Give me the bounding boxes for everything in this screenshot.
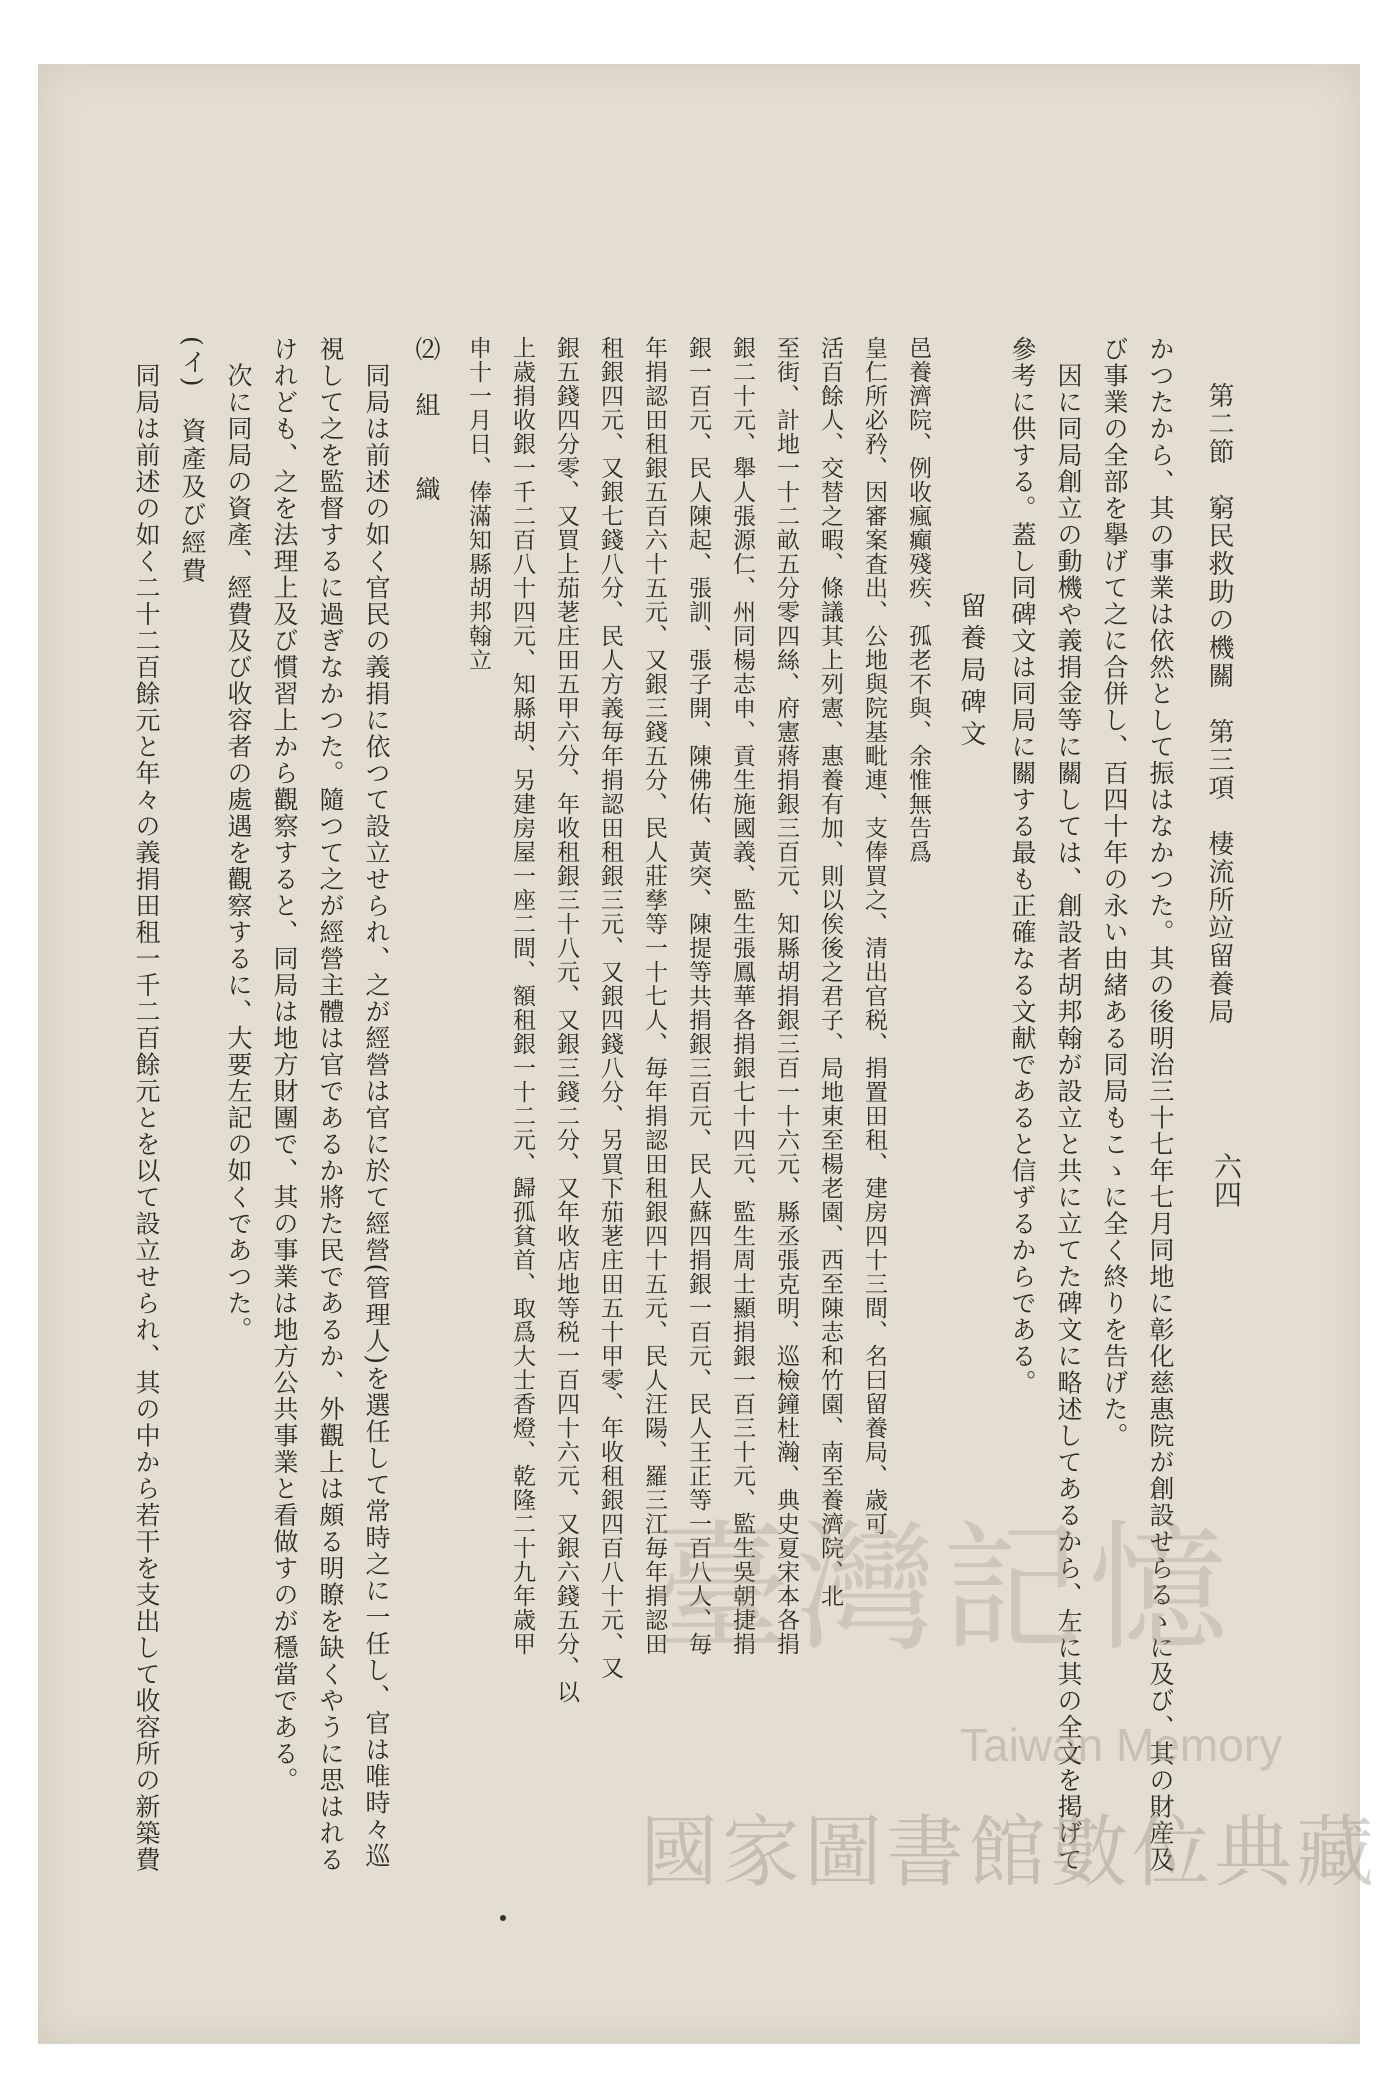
watermark-logo: 臺灣記憶 <box>650 1508 1235 1671</box>
text-column: 視して之を監督するに過ぎなかつた。隨つて之が經營主體は官であるか將た民であるか、外觀上は頗る明瞭を缺くやうに思はれる <box>316 336 345 1873</box>
text-column: 同局は前述の如く官民の義捐に依つて設立せられ、之が經營は官に於て經營(管理人)を選任して常時之に一任し、官は唯時々巡 <box>362 336 391 1870</box>
inscription-column: 至街、計地一十二畝五分零四絲、府憲蔣捐銀三百元、知縣胡捐銀三百一十六元、縣丞張克明、巡檢鐘杜瀚、典史夏宋本各捐 <box>773 336 799 1656</box>
text-column: けれども、之を法理上及び慣習上から觀察すると、同局は地方財團で、其の事業は地方公共事業と看做すのが穩當である。 <box>270 336 299 1794</box>
inscription-column: 銀五錢四分零、又買上茄荖庄田五甲六分、年收租銀三十八元、又銀三錢二分、又年收店地等税一百四十六元、又銀六錢五分、以 <box>553 336 579 1704</box>
watermark-library: 國家圖書館數位典藏 <box>640 1808 1379 1896</box>
inscription-column: 邑養濟院、例收瘋癲殘疾、孤老不與、余惟無告爲 <box>905 336 931 864</box>
section-heading: ⑵ 組 織 <box>412 336 441 504</box>
text-column: 同局は前述の如く二十二百餘元と年々の義捐田租一千二百餘元とを以て設立せられ、其の中から若干を支出して收容所の新築費 <box>132 336 161 1873</box>
watermark-english: Taiwan Memory <box>960 1719 1283 1771</box>
inscription-column: 銀一百元、民人陳起、張訓、張子開、陳佛佑、黃突、陳提等共捐銀三百元、民人蘇四捐銀一百元、民人王正等一百八人、毎 <box>685 336 711 1656</box>
inscription-column: 銀二十元、舉人張源仁、州同楊志申、貢生施國義、監生張鳳華各捐銀七十四元、監生周士顯捐銀一百三十元、監生吳朝捷捐 <box>729 336 755 1656</box>
text-column: び事業の全部を擧げて之に合併し、百四十年の永い由緒ある同局もこゝに全く終りを告げた。 <box>1100 336 1129 1449</box>
inscription-column: 上歳捐收銀一千二百八十四元、知縣胡、另建房屋一座二間、額租銀一十二元、歸孤貧首、取爲大士香燈、乾隆二十九年歳甲 <box>509 336 535 1656</box>
ink-spot <box>500 1915 506 1921</box>
inscription-column: 皇仁所必矜、因審案査出、公地與院基毗連、支俸買之、清出官税、捐置田租、建房四十三間、名曰留養局、歳可 <box>861 336 887 1536</box>
inscription-column: 活百餘人、交替之暇、條議其上列憲、惠養有加、則以俟後之君子、局地東至楊老園、西至陳志和竹園、南至養濟院、北 <box>817 336 843 1608</box>
inscription-column: 租銀四元、又銀七錢八分、民人方義毎年捐認田租銀三元、又銀四錢八分、另買下茄荖庄田五十甲零、年收租銀四百八十元、又 <box>597 336 623 1680</box>
subsection-heading: (イ) 資產及び經費 <box>178 336 207 586</box>
inscription-column: 申十一月日、俸滿知縣胡邦翰立 <box>465 336 491 672</box>
page-number: 六四 <box>1210 1152 1243 1208</box>
inscription-column: 年捐認田租銀五百六十五元、又銀三錢五分、民人莊孳等一十七人、毎年捐認田租銀四十五元、民人汪陽、羅三江毎年捐認田 <box>641 336 667 1656</box>
page-header: 第二節 窮民救助の機關 第三項 棲流所竝留養局 <box>1204 382 1234 1026</box>
text-column: 次に同局の資產、經費及び收容者の處遇を觀察するに、大要左記の如くであつた。 <box>224 336 253 1343</box>
text-column: 因に同局創立の動機や義捐金等に關しては、創設者胡邦翰が設立と共に立てた碑文に略述してあるから、左に其の全文を掲げて <box>1054 336 1083 1873</box>
text-column: かつたから、其の事業は依然として振はなかつた。其の後明治三十七年七月同地に彰化慈惠院が創設せらるゝに及び、其の財産及 <box>1146 336 1175 1873</box>
text-column: 參考に供する。蓋し同碑文は同局に關する最も正確なる文献であると信ずるからである。 <box>1008 336 1037 1396</box>
inscription-title: 留養局碑文 <box>956 336 986 752</box>
